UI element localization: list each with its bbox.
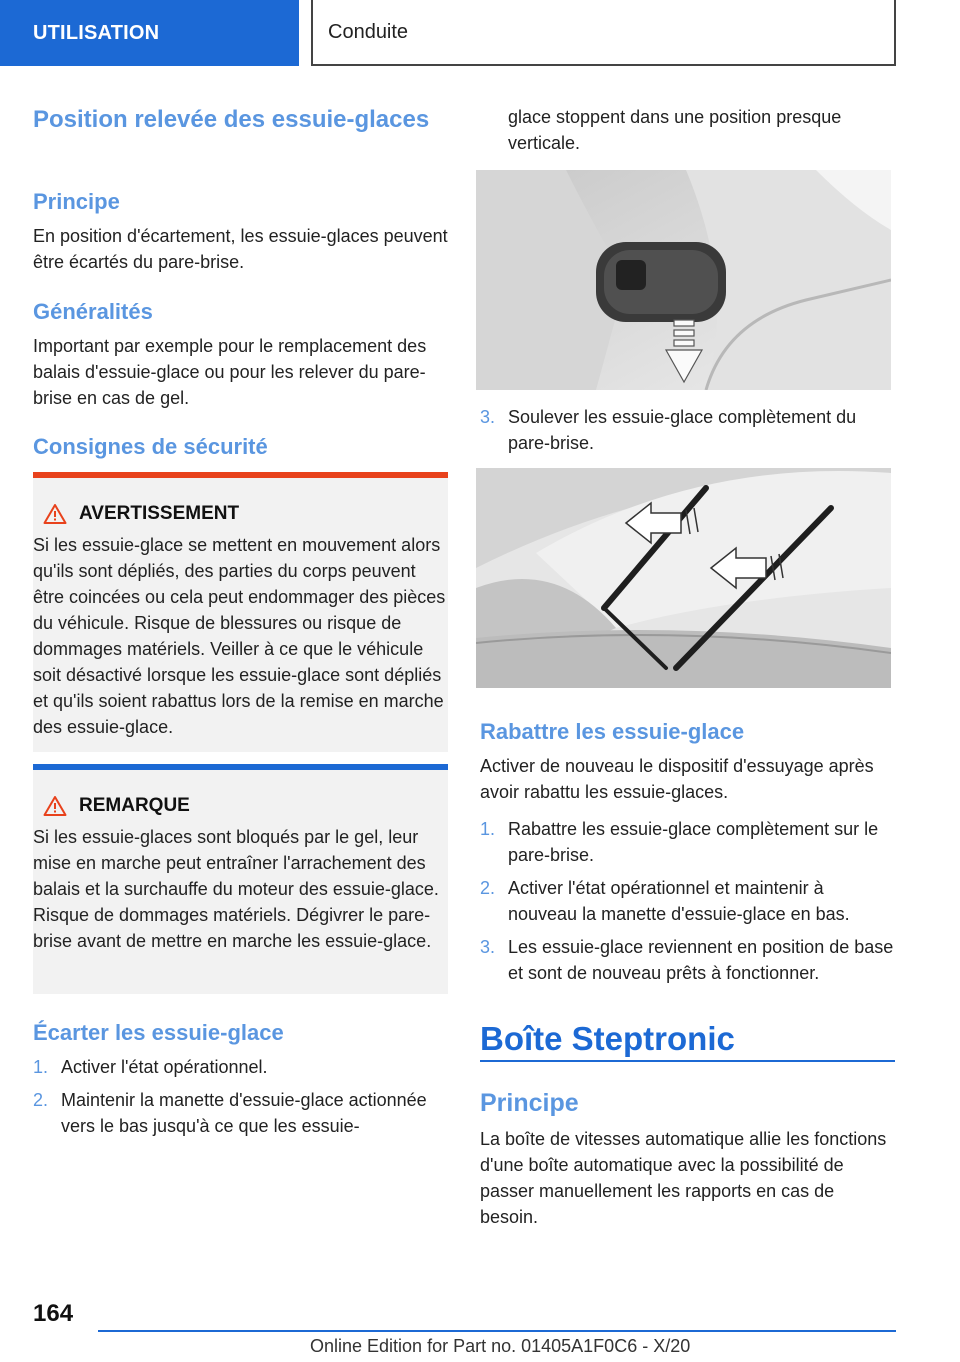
chapter-tab: Conduite xyxy=(311,0,896,66)
step-text: Maintenir la manette d'essuie-glace actionnée vers le bas jusqu'à ce que les essuie- xyxy=(61,1090,427,1136)
principe-heading: Principe xyxy=(33,189,120,214)
rabattre-heading: Rabattre les essuie-glace xyxy=(480,719,745,744)
windshield-drawing xyxy=(476,468,891,688)
section-title: Position relevée des essuie-glaces xyxy=(33,106,430,133)
caution-triangle-icon xyxy=(43,795,67,817)
page-number: 164 xyxy=(33,1300,74,1327)
ecarter-steps xyxy=(33,1054,448,1146)
note-bar xyxy=(33,764,448,770)
warning-text: Si les essuie-glace se mettent en mouvement alors qu'ils sont dépliés, des parties du corps peuvent être coincées ou cela peut endommager des pièces du véhicule. Risque de blessures ou risque de dommages matériels. Veiller à ce que le véhicule soit désactivé lorsque les essuie-glace sont dépliés et qu'ils soient rabattus lors de la remise en marche des essuie-glace. xyxy=(33,535,446,737)
step-number: 3. xyxy=(480,937,496,957)
windshield-wipers-illustration xyxy=(476,468,891,688)
step-number: 2. xyxy=(33,1090,49,1110)
ecarter-heading: Écarter les essuie-glace xyxy=(33,1020,284,1045)
generalites-text: Important par exemple pour le remplacement des balais d'essuie-glace ou pour les relever du pare-brise en cas de gel. xyxy=(33,336,427,408)
step-number: 1. xyxy=(33,1057,49,1077)
principe-text: En position d'écartement, les essuie-glaces peuvent être écartés du pare-brise. xyxy=(33,226,448,272)
rabattre-intro: Activer de nouveau le dispositif d'essuyage après avoir rabattu les essuie-glaces. xyxy=(480,756,874,802)
section-tab: UTILISATION xyxy=(0,0,299,66)
step-text: Activer l'état opérationnel et maintenir à nouveau la manette d'essuie-glace en bas. xyxy=(508,878,850,924)
list-item xyxy=(480,816,895,868)
list-item xyxy=(33,1087,448,1139)
list-item xyxy=(480,404,895,456)
steptronic-title: Boîte Steptronic xyxy=(480,1020,735,1057)
step-text: Soulever les essuie-glace complètement du pare-brise. xyxy=(508,407,857,453)
continued-text: glace stoppent dans une position presque verticale. xyxy=(508,107,842,153)
step-number: 3. xyxy=(480,407,496,427)
steptronic-text: La boîte de vitesses automatique allie les fonctions d'une boîte automatique avec la possibilité de passer manuellement les rapports en cas de besoin. xyxy=(480,1129,887,1227)
warning-bar xyxy=(33,472,448,478)
warning-box xyxy=(33,472,448,752)
list-item xyxy=(33,1054,448,1080)
list-item xyxy=(480,875,895,927)
step-text: Activer l'état opérationnel. xyxy=(61,1057,268,1077)
note-label: REMARQUE xyxy=(79,795,190,816)
rabattre-steps xyxy=(480,816,895,993)
step-text: Les essuie-glace reviennent en position de base et sont de nouveau prêts à fonctionner. xyxy=(508,937,894,983)
step3-list xyxy=(480,404,895,463)
step-text: Rabattre les essuie-glace complètement sur le pare-brise. xyxy=(508,819,879,865)
edition-text: Online Edition for Part no. 01405A1F0C6 - X/20 xyxy=(310,1336,691,1356)
warning-triangle-icon xyxy=(43,503,67,525)
wiper-lever-illustration xyxy=(476,170,891,390)
generalites-heading: Généralités xyxy=(33,299,153,324)
step-number: 1. xyxy=(480,819,496,839)
step-number: 2. xyxy=(480,878,496,898)
note-box xyxy=(33,764,448,994)
steptronic-principe-heading: Principe xyxy=(480,1089,579,1117)
note-text: Si les essuie-glaces sont bloqués par le gel, leur mise en marche peut entraîner l'arrachement des balais et la surchauffe du moteur des essuie-glace. Risque de dommages matériels. Dégivrer le pare-brise avant de mettre en marche les essuie-glace. xyxy=(33,827,439,951)
steptronic-rule xyxy=(480,1060,895,1062)
footer-rule xyxy=(98,1330,896,1332)
consignes-heading: Consignes de sécurité xyxy=(33,434,268,459)
warning-label: AVERTISSEMENT xyxy=(79,503,240,524)
note-title xyxy=(33,792,448,820)
wiper-lever-drawing xyxy=(476,170,891,390)
warning-title xyxy=(33,500,448,528)
list-item xyxy=(480,934,895,986)
